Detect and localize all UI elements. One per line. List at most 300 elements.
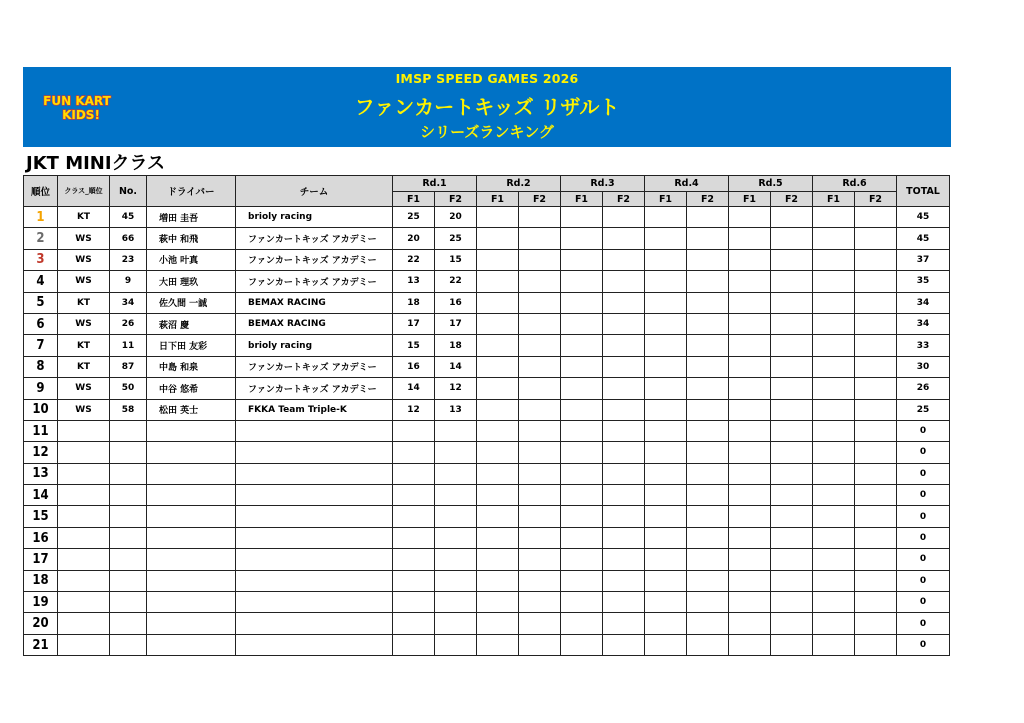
empty-score-cell — [519, 549, 561, 570]
empty-score-cell — [771, 335, 813, 356]
col-round-3-f2: F2 — [603, 192, 645, 207]
class-rank-cell — [58, 613, 110, 634]
table-row — [24, 378, 950, 399]
empty-score-cell — [855, 313, 897, 334]
empty-score-cell — [477, 292, 519, 313]
empty-score-cell — [687, 378, 729, 399]
empty-score-cell — [603, 485, 645, 506]
rank-cell: 10 — [24, 399, 58, 420]
empty-score-cell — [771, 249, 813, 270]
empty-score-cell — [855, 356, 897, 377]
col-round-1-f2: F2 — [435, 192, 477, 207]
empty-score-cell — [603, 592, 645, 613]
table-row — [24, 485, 950, 506]
total-cell: 0 — [897, 570, 950, 591]
empty-score-cell — [855, 592, 897, 613]
empty-score-cell — [561, 634, 603, 655]
empty-score-cell — [687, 549, 729, 570]
empty-score-cell — [645, 634, 687, 655]
empty-score-cell — [645, 399, 687, 420]
empty-score-cell — [729, 313, 771, 334]
empty-score-cell — [645, 313, 687, 334]
table-row — [24, 292, 950, 313]
empty-score-cell — [687, 313, 729, 334]
empty-score-cell — [813, 249, 855, 270]
round-1-f1-cell — [393, 420, 435, 441]
empty-score-cell — [855, 527, 897, 548]
empty-score-cell — [477, 570, 519, 591]
empty-score-cell — [855, 613, 897, 634]
round-1-f2-cell: 20 — [435, 207, 477, 228]
empty-score-cell — [561, 485, 603, 506]
driver-cell: 佐久間 一誠 — [147, 292, 236, 313]
round-1-f1-cell: 14 — [393, 378, 435, 399]
total-cell: 0 — [897, 420, 950, 441]
empty-score-cell — [603, 634, 645, 655]
empty-score-cell — [855, 549, 897, 570]
total-cell: 26 — [897, 378, 950, 399]
class-rank-cell: WS — [58, 249, 110, 270]
empty-score-cell — [477, 506, 519, 527]
table-row — [24, 420, 950, 441]
empty-score-cell — [519, 207, 561, 228]
empty-score-cell — [855, 442, 897, 463]
empty-score-cell — [645, 613, 687, 634]
driver-cell — [147, 506, 236, 527]
table-header — [24, 176, 950, 207]
empty-score-cell — [729, 613, 771, 634]
empty-score-cell — [855, 506, 897, 527]
empty-score-cell — [771, 313, 813, 334]
empty-score-cell — [813, 613, 855, 634]
empty-score-cell — [603, 527, 645, 548]
class-rank-cell: WS — [58, 313, 110, 334]
empty-score-cell — [477, 356, 519, 377]
empty-score-cell — [645, 442, 687, 463]
empty-score-cell — [687, 207, 729, 228]
col-round-6-f2: F2 — [855, 192, 897, 207]
empty-score-cell — [561, 420, 603, 441]
rank-cell: 5 — [24, 292, 58, 313]
empty-score-cell — [561, 228, 603, 249]
page-title: ファンカートキッズ リザルト — [354, 95, 620, 119]
class-rank-cell — [58, 634, 110, 655]
empty-score-cell — [855, 378, 897, 399]
team-cell — [236, 463, 393, 484]
empty-score-cell — [561, 570, 603, 591]
empty-score-cell — [771, 613, 813, 634]
col-round-5-f1: F1 — [729, 192, 771, 207]
round-1-f2-cell — [435, 527, 477, 548]
empty-score-cell — [771, 634, 813, 655]
col-round-5-f2: F2 — [771, 192, 813, 207]
empty-score-cell — [855, 292, 897, 313]
rank-cell: 21 — [24, 634, 58, 655]
empty-score-cell — [603, 506, 645, 527]
empty-score-cell — [813, 378, 855, 399]
empty-score-cell — [519, 378, 561, 399]
empty-score-cell — [645, 570, 687, 591]
class-rank-cell: KT — [58, 207, 110, 228]
empty-score-cell — [687, 463, 729, 484]
empty-score-cell — [519, 506, 561, 527]
class-rank-cell: WS — [58, 271, 110, 292]
empty-score-cell — [477, 634, 519, 655]
round-1-f1-cell: 13 — [393, 271, 435, 292]
round-1-f1-cell — [393, 442, 435, 463]
car-number-cell — [110, 592, 147, 613]
table-row — [24, 634, 950, 655]
car-number-cell: 50 — [110, 378, 147, 399]
empty-score-cell — [561, 313, 603, 334]
car-number-cell: 58 — [110, 399, 147, 420]
table-row — [24, 463, 950, 484]
total-cell: 37 — [897, 249, 950, 270]
round-1-f2-cell — [435, 420, 477, 441]
page-subtitle: シリーズランキング — [420, 123, 554, 141]
empty-score-cell — [603, 228, 645, 249]
empty-score-cell — [561, 463, 603, 484]
total-cell: 45 — [897, 207, 950, 228]
car-number-cell: 87 — [110, 356, 147, 377]
driver-cell — [147, 442, 236, 463]
round-1-f1-cell — [393, 592, 435, 613]
round-1-f1-cell: 18 — [393, 292, 435, 313]
empty-score-cell — [687, 634, 729, 655]
empty-score-cell — [813, 271, 855, 292]
driver-cell: 松田 英士 — [147, 399, 236, 420]
round-1-f2-cell: 13 — [435, 399, 477, 420]
class-rank-cell — [58, 527, 110, 548]
round-1-f1-cell — [393, 613, 435, 634]
table-row — [24, 613, 950, 634]
empty-score-cell — [729, 356, 771, 377]
empty-score-cell — [855, 249, 897, 270]
empty-score-cell — [477, 378, 519, 399]
col-round-1: Rd.1 — [393, 176, 477, 192]
round-1-f2-cell — [435, 506, 477, 527]
col-rank: 順位 — [24, 176, 58, 207]
round-1-f2-cell — [435, 485, 477, 506]
empty-score-cell — [645, 378, 687, 399]
round-1-f1-cell: 16 — [393, 356, 435, 377]
empty-score-cell — [645, 335, 687, 356]
driver-cell — [147, 613, 236, 634]
empty-score-cell — [603, 207, 645, 228]
car-number-cell — [110, 634, 147, 655]
class-rank-cell — [58, 485, 110, 506]
rank-cell: 6 — [24, 313, 58, 334]
empty-score-cell — [645, 485, 687, 506]
empty-score-cell — [729, 463, 771, 484]
round-1-f2-cell — [435, 634, 477, 655]
empty-score-cell — [729, 485, 771, 506]
round-1-f2-cell: 17 — [435, 313, 477, 334]
col-round-2-f2: F2 — [519, 192, 561, 207]
team-cell — [236, 570, 393, 591]
car-number-cell — [110, 613, 147, 634]
empty-score-cell — [813, 485, 855, 506]
empty-score-cell — [519, 292, 561, 313]
team-cell — [236, 485, 393, 506]
col-round-4: Rd.4 — [645, 176, 729, 192]
team-cell: brioly racing — [236, 335, 393, 356]
empty-score-cell — [603, 378, 645, 399]
driver-cell: 小池 叶真 — [147, 249, 236, 270]
empty-score-cell — [645, 592, 687, 613]
round-1-f1-cell — [393, 549, 435, 570]
total-cell: 30 — [897, 356, 950, 377]
empty-score-cell — [771, 356, 813, 377]
empty-score-cell — [813, 527, 855, 548]
round-1-f1-cell — [393, 485, 435, 506]
empty-score-cell — [477, 527, 519, 548]
table-row — [24, 549, 950, 570]
round-1-f1-cell: 25 — [393, 207, 435, 228]
empty-score-cell — [729, 399, 771, 420]
car-number-cell: 45 — [110, 207, 147, 228]
empty-score-cell — [477, 420, 519, 441]
class-rank-cell — [58, 506, 110, 527]
rank-cell: 2 — [24, 228, 58, 249]
empty-score-cell — [813, 442, 855, 463]
empty-score-cell — [477, 313, 519, 334]
empty-score-cell — [477, 228, 519, 249]
empty-score-cell — [687, 292, 729, 313]
empty-score-cell — [729, 570, 771, 591]
table-row — [24, 442, 950, 463]
empty-score-cell — [603, 271, 645, 292]
col-total: TOTAL — [897, 176, 950, 207]
class-rank-cell — [58, 463, 110, 484]
empty-score-cell — [519, 420, 561, 441]
empty-score-cell — [813, 356, 855, 377]
round-1-f2-cell — [435, 463, 477, 484]
class-rank-cell: WS — [58, 399, 110, 420]
empty-score-cell — [855, 420, 897, 441]
empty-score-cell — [813, 335, 855, 356]
rank-cell: 16 — [24, 527, 58, 548]
empty-score-cell — [561, 399, 603, 420]
rank-cell: 18 — [24, 570, 58, 591]
col-round-6: Rd.6 — [813, 176, 897, 192]
empty-score-cell — [645, 228, 687, 249]
empty-score-cell — [771, 271, 813, 292]
empty-score-cell — [561, 249, 603, 270]
round-1-f1-cell — [393, 570, 435, 591]
total-cell: 0 — [897, 442, 950, 463]
empty-score-cell — [603, 442, 645, 463]
empty-score-cell — [771, 549, 813, 570]
empty-score-cell — [729, 228, 771, 249]
empty-score-cell — [687, 570, 729, 591]
col-no: No. — [110, 176, 147, 207]
total-cell: 35 — [897, 271, 950, 292]
driver-cell — [147, 592, 236, 613]
empty-score-cell — [813, 292, 855, 313]
empty-score-cell — [645, 463, 687, 484]
driver-cell — [147, 570, 236, 591]
empty-score-cell — [729, 420, 771, 441]
total-cell: 0 — [897, 506, 950, 527]
round-1-f2-cell: 15 — [435, 249, 477, 270]
empty-score-cell — [519, 399, 561, 420]
empty-score-cell — [729, 442, 771, 463]
empty-score-cell — [603, 549, 645, 570]
empty-score-cell — [477, 335, 519, 356]
empty-score-cell — [561, 506, 603, 527]
empty-score-cell — [687, 271, 729, 292]
round-1-f1-cell — [393, 463, 435, 484]
empty-score-cell — [771, 420, 813, 441]
car-number-cell — [110, 485, 147, 506]
empty-score-cell — [729, 378, 771, 399]
empty-score-cell — [477, 249, 519, 270]
car-number-cell — [110, 506, 147, 527]
empty-score-cell — [729, 292, 771, 313]
round-1-f2-cell — [435, 549, 477, 570]
driver-cell: 中谷 悠希 — [147, 378, 236, 399]
class-title: JKT MINIクラス — [26, 153, 166, 174]
round-1-f1-cell: 17 — [393, 313, 435, 334]
empty-score-cell — [561, 207, 603, 228]
class-rank-cell: WS — [58, 378, 110, 399]
empty-score-cell — [519, 570, 561, 591]
round-1-f1-cell — [393, 506, 435, 527]
empty-score-cell — [687, 485, 729, 506]
col-round-1-f1: F1 — [393, 192, 435, 207]
round-1-f1-cell: 22 — [393, 249, 435, 270]
empty-score-cell — [771, 463, 813, 484]
total-cell: 0 — [897, 592, 950, 613]
svg-text:KIDS!: KIDS! — [62, 108, 100, 122]
col-team: チーム — [236, 176, 393, 207]
empty-score-cell — [813, 570, 855, 591]
rank-cell: 11 — [24, 420, 58, 441]
empty-score-cell — [603, 463, 645, 484]
empty-score-cell — [687, 399, 729, 420]
car-number-cell: 23 — [110, 249, 147, 270]
empty-score-cell — [477, 463, 519, 484]
empty-score-cell — [519, 463, 561, 484]
team-cell: ファンカートキッズ アカデミー — [236, 356, 393, 377]
rank-cell: 8 — [24, 356, 58, 377]
col-round-2: Rd.2 — [477, 176, 561, 192]
empty-score-cell — [687, 506, 729, 527]
empty-score-cell — [687, 527, 729, 548]
total-cell: 0 — [897, 613, 950, 634]
team-cell: ファンカートキッズ アカデミー — [236, 271, 393, 292]
empty-score-cell — [687, 228, 729, 249]
empty-score-cell — [771, 570, 813, 591]
empty-score-cell — [477, 442, 519, 463]
round-1-f2-cell: 16 — [435, 292, 477, 313]
empty-score-cell — [771, 506, 813, 527]
empty-score-cell — [519, 313, 561, 334]
empty-score-cell — [519, 249, 561, 270]
total-cell: 25 — [897, 399, 950, 420]
empty-score-cell — [855, 570, 897, 591]
rank-cell: 12 — [24, 442, 58, 463]
rank-cell: 17 — [24, 549, 58, 570]
empty-score-cell — [771, 207, 813, 228]
team-cell — [236, 613, 393, 634]
driver-cell — [147, 420, 236, 441]
empty-score-cell — [813, 399, 855, 420]
round-1-f1-cell: 20 — [393, 228, 435, 249]
car-number-cell — [110, 420, 147, 441]
empty-score-cell — [855, 207, 897, 228]
class-rank-cell — [58, 442, 110, 463]
empty-score-cell — [813, 420, 855, 441]
total-cell: 0 — [897, 463, 950, 484]
empty-score-cell — [771, 228, 813, 249]
class-rank-cell — [58, 549, 110, 570]
car-number-cell: 26 — [110, 313, 147, 334]
empty-score-cell — [603, 356, 645, 377]
empty-score-cell — [519, 335, 561, 356]
round-1-f1-cell: 15 — [393, 335, 435, 356]
empty-score-cell — [813, 313, 855, 334]
rank-cell: 9 — [24, 378, 58, 399]
empty-score-cell — [519, 592, 561, 613]
round-1-f2-cell — [435, 570, 477, 591]
col-driver: ドライバー — [147, 176, 236, 207]
class-rank-cell: KT — [58, 292, 110, 313]
empty-score-cell — [603, 570, 645, 591]
empty-score-cell — [519, 485, 561, 506]
empty-score-cell — [603, 420, 645, 441]
empty-score-cell — [729, 271, 771, 292]
rank-cell: 19 — [24, 592, 58, 613]
rank-cell: 14 — [24, 485, 58, 506]
team-cell: FKKA Team Triple-K — [236, 399, 393, 420]
driver-cell: 中島 和泉 — [147, 356, 236, 377]
empty-score-cell — [855, 228, 897, 249]
table-row — [24, 570, 950, 591]
table-row — [24, 249, 950, 270]
car-number-cell — [110, 463, 147, 484]
table-row — [24, 592, 950, 613]
driver-cell: 萩沼 慶 — [147, 313, 236, 334]
empty-score-cell — [729, 527, 771, 548]
empty-score-cell — [561, 335, 603, 356]
empty-score-cell — [771, 399, 813, 420]
driver-cell — [147, 485, 236, 506]
empty-score-cell — [813, 506, 855, 527]
empty-score-cell — [813, 207, 855, 228]
empty-score-cell — [603, 399, 645, 420]
round-1-f2-cell: 22 — [435, 271, 477, 292]
empty-score-cell — [519, 442, 561, 463]
empty-score-cell — [771, 485, 813, 506]
empty-score-cell — [771, 592, 813, 613]
col-class-rank: クラス_順位 — [58, 176, 110, 207]
col-round-6-f1: F1 — [813, 192, 855, 207]
round-1-f1-cell — [393, 527, 435, 548]
col-round-3-f1: F1 — [561, 192, 603, 207]
team-cell: ファンカートキッズ アカデミー — [236, 228, 393, 249]
car-number-cell — [110, 570, 147, 591]
team-cell — [236, 549, 393, 570]
rank-cell: 4 — [24, 271, 58, 292]
team-cell — [236, 506, 393, 527]
car-number-cell: 11 — [110, 335, 147, 356]
empty-score-cell — [519, 271, 561, 292]
ranking-table — [23, 175, 950, 656]
team-cell: BEMAX RACING — [236, 292, 393, 313]
team-cell — [236, 527, 393, 548]
